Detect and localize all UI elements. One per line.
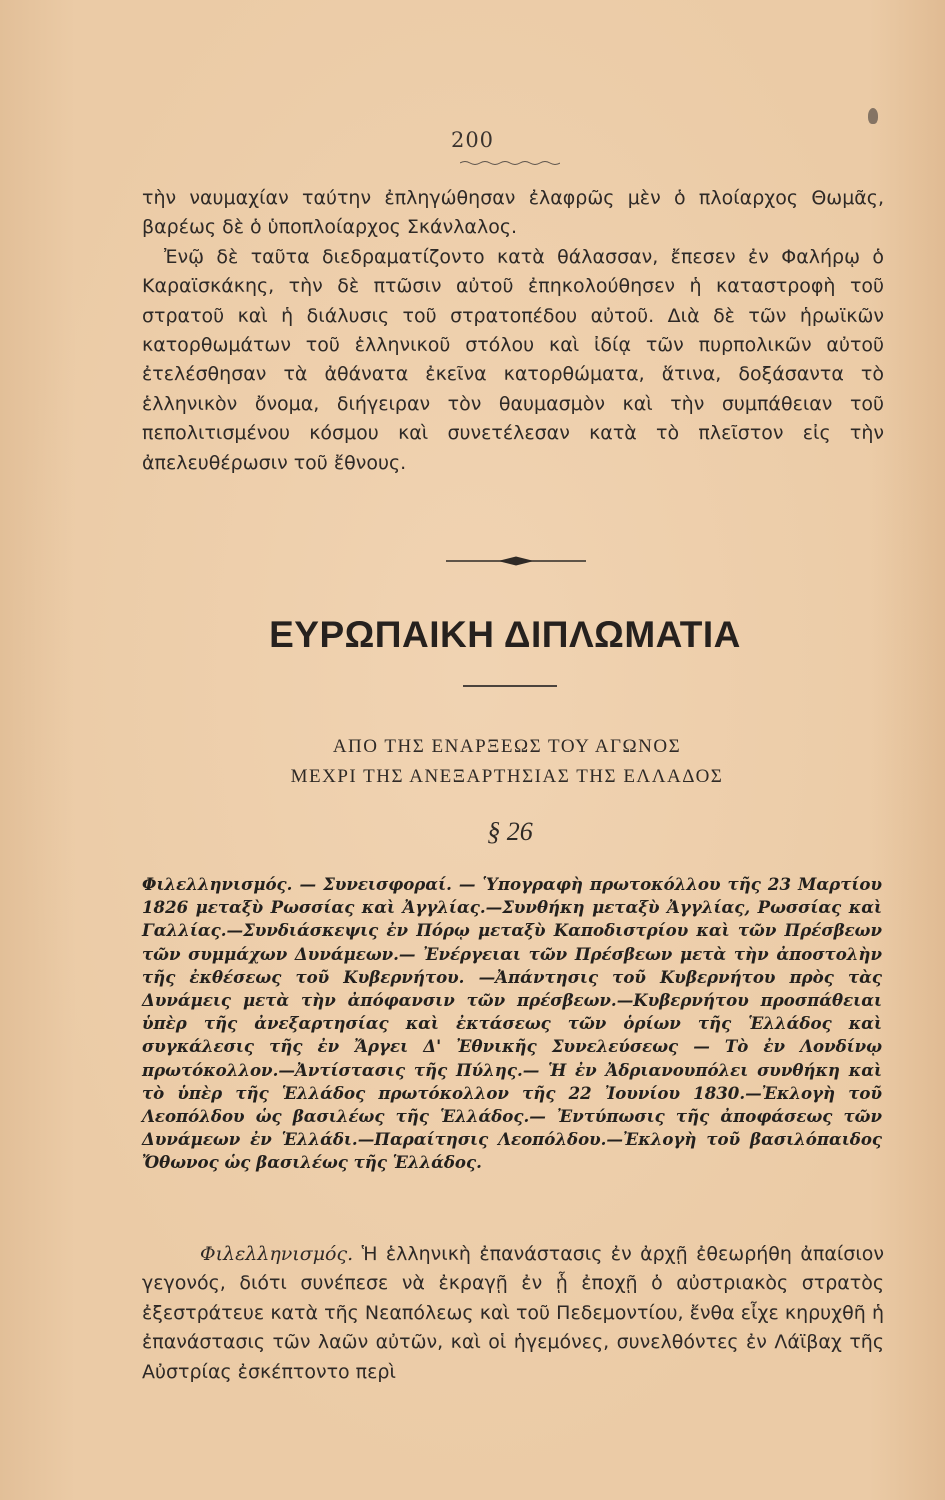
section-number: § 26 xyxy=(487,817,533,846)
subtitle-line-2: ΜΕΧΡΙ ΤΗΣ ΑΝΕΞΑΡΤΗΣΙΑΣ ΤΗΣ ΕΛΛΑΔΟΣ xyxy=(290,766,724,787)
continued-text xyxy=(142,184,884,478)
subtitle-line-1: ΑΠΟ ΤΗΣ ΕΝΑΡΞΕΩΣ ΤΟΥ ΑΓΩΝΟΣ xyxy=(332,736,682,757)
title-rule xyxy=(463,685,557,687)
section-summary: Φιλελληνισμός. — Συνεισφοραί. — Ὑπογραφὴ πρωτοκόλλου τῆς 23 Μαρτίου 1826 μεταξὺ Ρωσσίας καὶ Ἀγγλίας.—Συνθήκη μεταξὺ Ἀγγλίας, Ρωσσίας καὶ Γαλλίας.—Συνδιάσκεψις ἐν Πόρῳ μεταξὺ Καποδιστρίου καὶ τῶν Πρέσβεων τῶν συμμάχων Δυνάμεων.— Ἐνέργειαι τῶν Πρέσβεων μετὰ τὴν ἀποστολὴν τῆς ἐκθέσεως τοῦ Κυβερνήτου. —Ἀπάντησις τοῦ Κυβερνήτου πρὸς τὰς Δυνάμεις μετὰ τὴν ἀπόφανσιν τῶν πρέσβεων.—Κυβερνήτου προσπάθειαι ὑπὲρ τῆς ἀνεξαρτησίας καὶ ἐκτάσεως τῶν ὁρίων τῆς Ἑλλάδος καὶ συγκάλεσις τῆς ἐν Ἄργει Δ' Ἐθνικῆς Συνελεύσεως — Τὸ ἐν Λονδίνῳ πρωτόκολλον.—Ἀντίστασις τῆς Πύλης.— Ἡ ἐν Ἀδριανουπόλει συνθήκη καὶ τὸ ὑπὲρ τῆς Ἑλλάδος πρωτόκολλον τῆς 22 Ἰουνίου 1830.—Ἐκλογὴ τοῦ Λεοπόλδου ὡς βασιλέως τῆς Ἑλλάδος.— Ἐντύπωσις τῆς ἀποφάσεως τῶν Δυνάμεων ἐν Ἑλλάδι.—Παραίτησις Λεοπόλδου.—Ἐκλογὴ τοῦ βασιλόπαιδος Ὄθωνος ὡς βασιλέως τῆς Ἑλλάδος. xyxy=(142,874,882,1173)
ink-spot xyxy=(868,108,878,124)
paragraph-1: τὴν ναυμαχίαν ταύτην ἐπληγώθησαν ἐλαφρῶς μὲν ὁ πλοίαρχος Θωμᾶς, βαρέως δὲ ὁ ὑποπλοίαρχος Σκάνλαλος. xyxy=(142,187,884,239)
paragraph-lead-word: Φιλελληνισμός. xyxy=(200,1243,354,1265)
page-number: 200 xyxy=(450,128,495,152)
page-number-ornament xyxy=(460,160,560,166)
section-opening-paragraph xyxy=(142,1240,884,1387)
paragraph-2: Ἐνῷ δὲ ταῦτα διεδραματίζοντο κατὰ θάλασσαν, ἔπεσεν ἐν Φαλήρῳ ὁ Καραϊσκάκης, τὴν δὲ πτῶσιν αὐτοῦ ἐπηκολούθησεν ἡ καταστροφὴ τοῦ στρατοῦ καὶ ἡ διάλυσις τοῦ στρατοπέδου αὐτοῦ. Διὰ δὲ τῶν ἡρωϊκῶν κατορθωμάτων τοῦ ἑλληνικοῦ στόλου καὶ ἰδίᾳ τῶν πυρπολικῶν αὐτοῦ ἐτελέσθησαν τὰ ἀθάνατα ἐκεῖνα κατορθώματα, ἅτινα, δοξάσαντα τὸ ἑλληνικὸν ὄνομα, διήγειραν τὸν θαυμασμὸν καὶ τὴν συμπάθειαν τοῦ πεπολιτισμένου κόσμου καὶ συνετέλεσαν κατὰ τὸ πλεῖστον εἰς τὴν ἀπελευθέρωσιν τοῦ ἔθνους. xyxy=(142,245,884,474)
paragraph-body: Ἡ ἑλληνικὴ ἐπανάστασις ἐν ἀρχῇ ἐθεωρήθη ἀπαίσιον γεγονός, διότι συνέπεσε νὰ ἐκραγῇ ἐν ᾗ ἐποχῇ ὁ αὐστριακὸς στρατὸς ἐξεστράτευε κατὰ τῆς Νεαπόλεως καὶ τοῦ Πεδεμοντίου, ἔνθα εἶχε κηρυχθῆ ἡ ἐπανάστασις τῶν λαῶν αὐτῶν, καὶ οἱ ἡγεμόνες, συνελθόντες ἐν Λάϊβαχ τῆς Αὐστρίας ἐσκέπτοντο περὶ xyxy=(142,1243,884,1383)
section-title: ΕΥΡΩΠΑΙΚΗ ΔΙΠΛΩΜΑΤΙΑ xyxy=(269,614,741,655)
section-divider-ornament xyxy=(446,554,586,568)
